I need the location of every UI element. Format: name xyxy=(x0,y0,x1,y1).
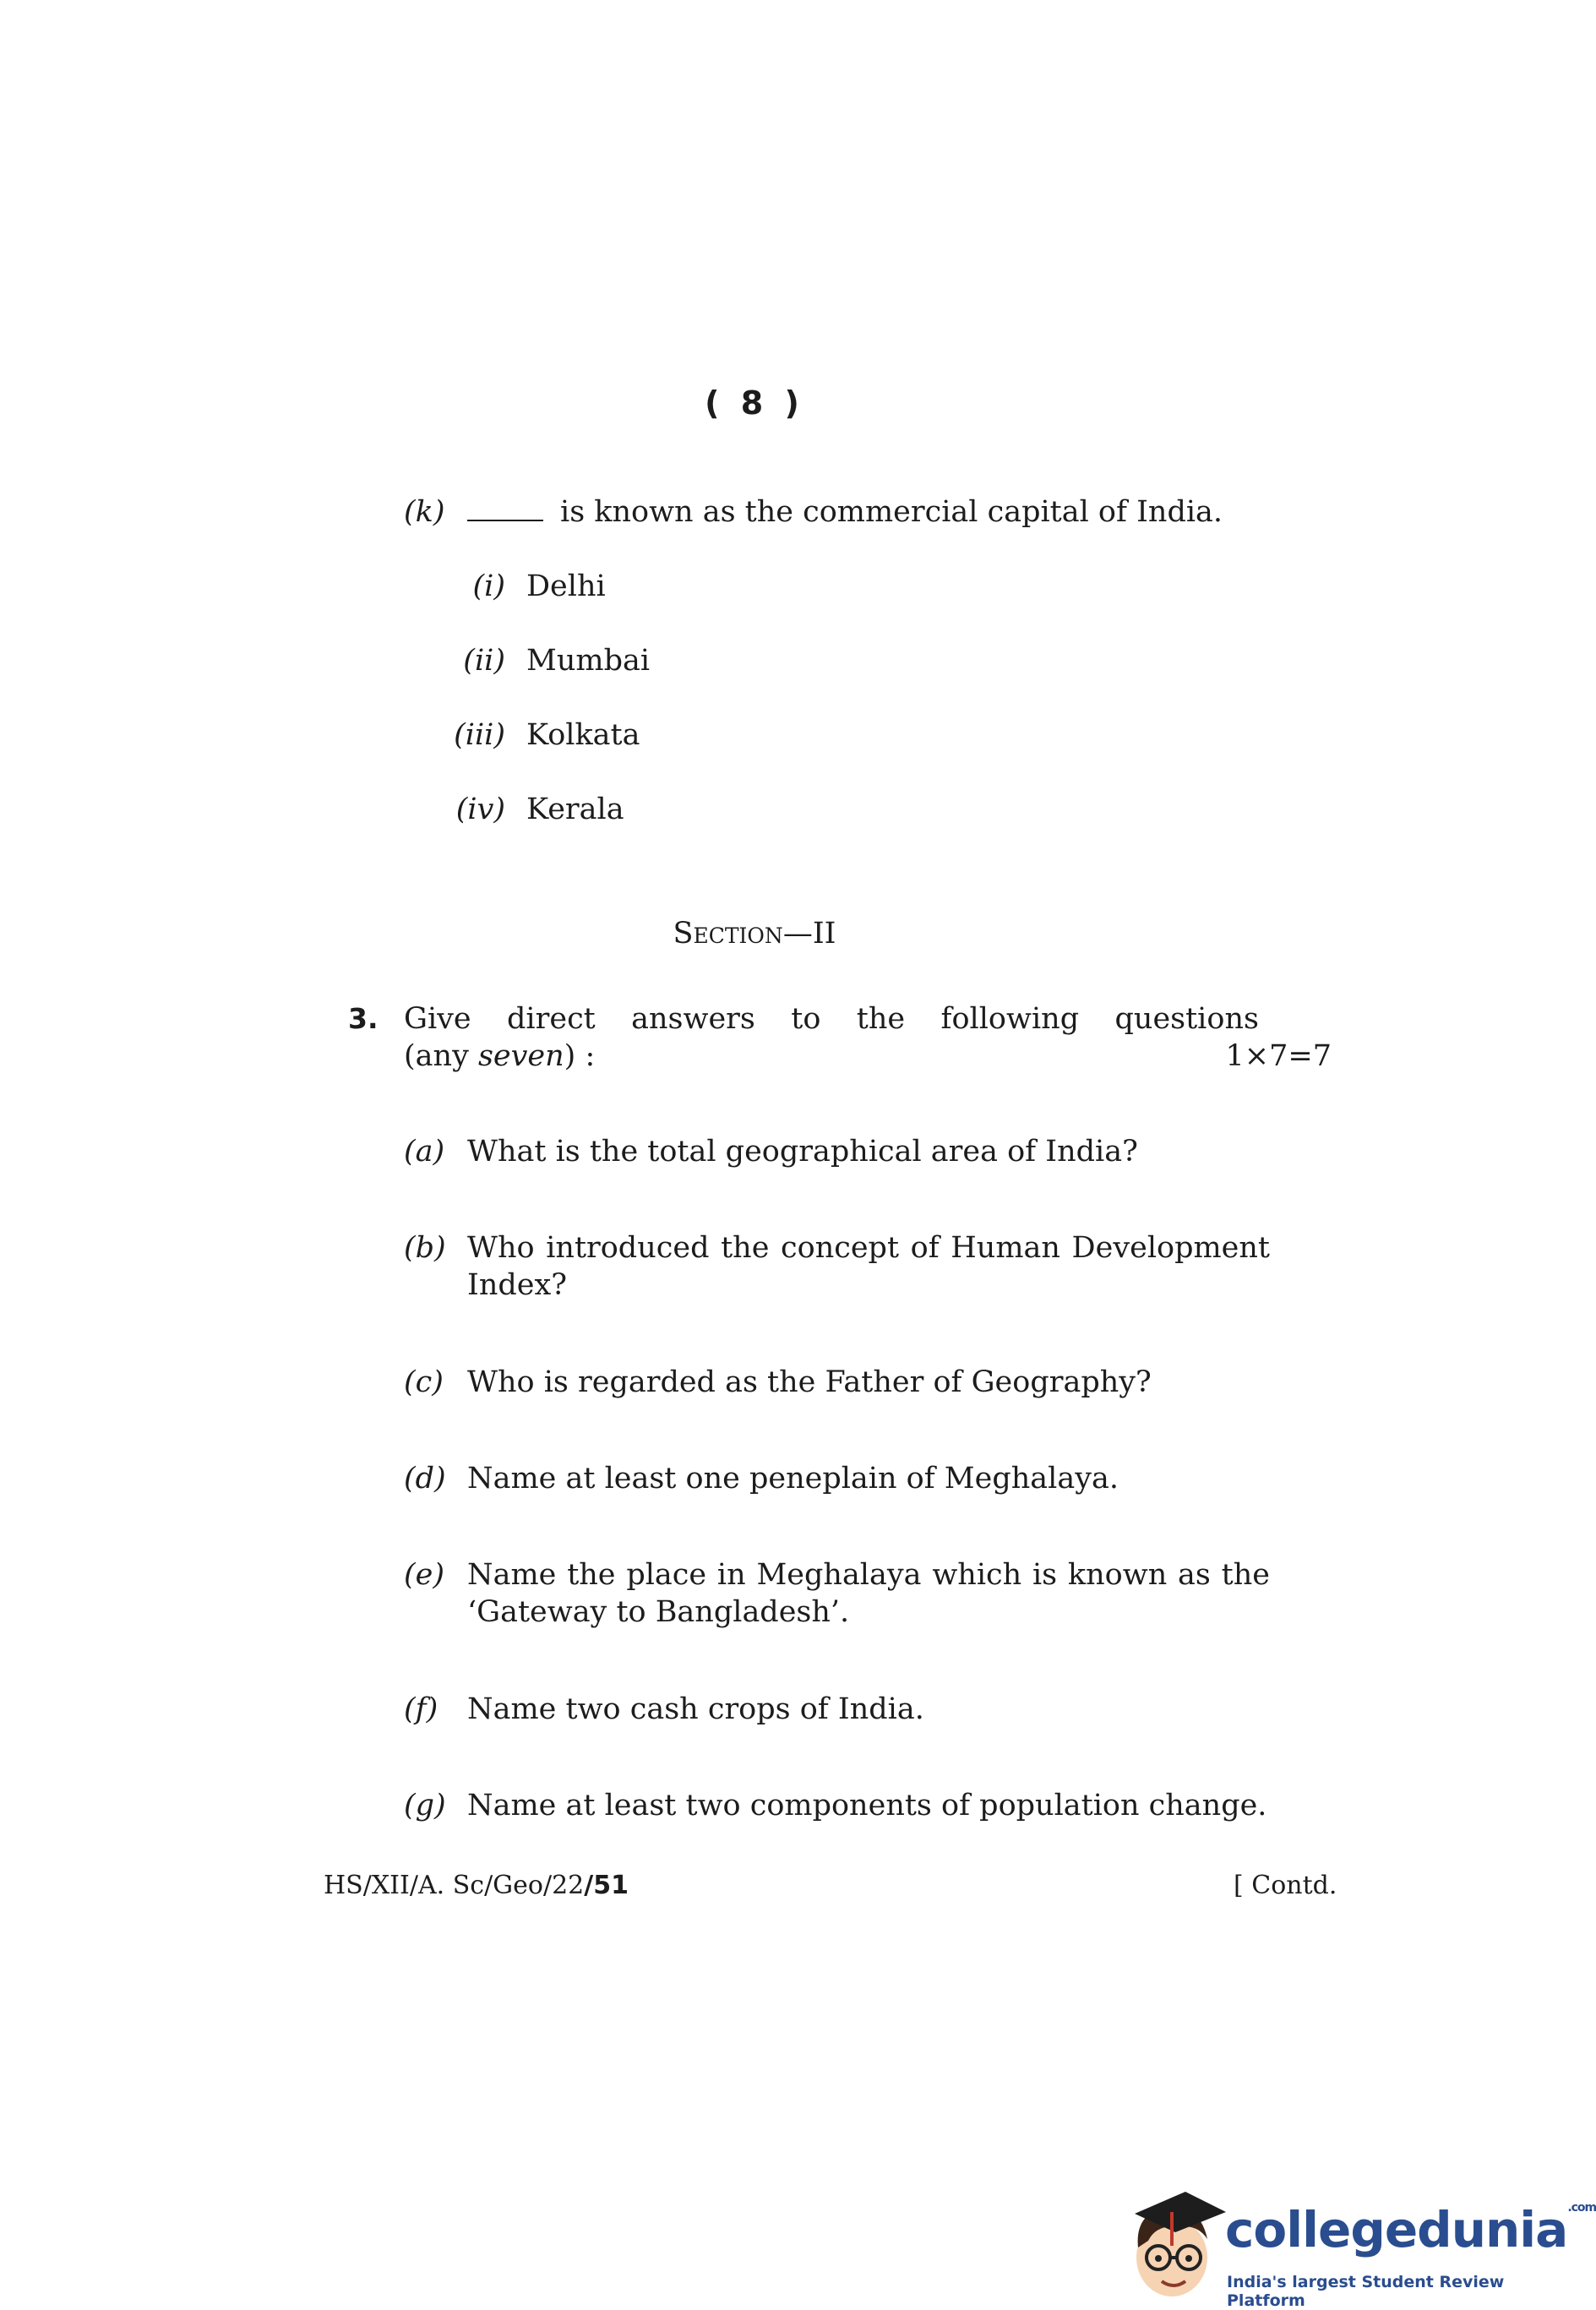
subquestion-text: What is the total geographical area of India? xyxy=(467,1135,1138,1169)
instruction-suffix: ) : xyxy=(564,1039,596,1073)
section-numeral: —II xyxy=(782,917,836,951)
question-3-number: 3. xyxy=(348,1002,379,1035)
logo-tagline: India's largest Student Review Platform xyxy=(1227,2273,1505,2310)
continued-marker: [ Contd. xyxy=(1234,1871,1337,1900)
option-text: Mumbai xyxy=(526,644,651,678)
section-word: Section xyxy=(673,917,783,951)
subquestion-text: Name the place in Meghalaya which is known as the ‘Gateway to Bangladesh’. xyxy=(467,1558,1270,1629)
option-text: Delhi xyxy=(526,569,606,603)
option-label: (iii) xyxy=(454,718,505,752)
marks-allocation: 1×7=7 xyxy=(1225,1039,1332,1073)
option-text: Kerala xyxy=(526,793,624,826)
instruction-word: answers xyxy=(631,1002,755,1036)
question-k-statement: is known as the commercial capital of India. xyxy=(560,495,1223,529)
subquestion-text: Who is regarded as the Father of Geography? xyxy=(467,1365,1152,1399)
section-heading xyxy=(0,915,1509,952)
mascot-icon xyxy=(1119,2180,1229,2303)
question-3-instruction xyxy=(404,1000,1332,1075)
subquestion-text: Name two cash crops of India. xyxy=(467,1692,924,1726)
instruction-emphasis: seven xyxy=(477,1039,564,1073)
option-label: (iv) xyxy=(455,793,505,826)
instruction-word: following xyxy=(940,1002,1080,1036)
subquestion-text: Name at least one peneplain of Meghalaya. xyxy=(467,1462,1119,1496)
paper-code-prefix: HS/XII/A. Sc/Geo/22 xyxy=(324,1871,585,1900)
question-3-line-2 xyxy=(404,1038,1332,1075)
instruction-word: Give xyxy=(404,1002,471,1036)
instruction-word: questions xyxy=(1114,1002,1259,1036)
instruction-prefix: (any xyxy=(404,1039,478,1073)
instruction-word: the xyxy=(856,1002,906,1036)
question-k-text xyxy=(467,493,1223,531)
option-label: (ii) xyxy=(463,644,505,678)
instruction-any xyxy=(404,1038,595,1075)
instruction-word: to xyxy=(791,1002,821,1036)
option-label: (i) xyxy=(472,569,505,603)
subquestion-text: Name at least two components of population change. xyxy=(467,1789,1267,1822)
subquestion-label: (e) xyxy=(404,1558,445,1592)
subquestion-label: (g) xyxy=(404,1789,446,1822)
subquestion-label: (f) xyxy=(404,1692,438,1726)
paper-code-number: /51 xyxy=(584,1871,629,1900)
subquestion-label: (a) xyxy=(404,1135,445,1169)
subquestion-label: (d) xyxy=(404,1462,446,1496)
subquestion-label: (c) xyxy=(404,1365,444,1399)
instruction-word: direct xyxy=(507,1002,596,1036)
answer-blank xyxy=(467,501,543,521)
subquestion-text: Who introduced the concept of Human Development Index? xyxy=(467,1231,1270,1302)
logo-name: collegedunia xyxy=(1225,2201,1568,2258)
question-3-line-1 xyxy=(404,1000,1259,1038)
logo-wordmark xyxy=(1225,2201,1596,2258)
page-number: ( 8 ) xyxy=(705,384,804,422)
logo-suffix: .com xyxy=(1567,2201,1596,2215)
subquestion-label: (b) xyxy=(404,1231,446,1265)
paper-code xyxy=(324,1869,629,1903)
question-k-label: (k) xyxy=(404,495,445,529)
option-text: Kolkata xyxy=(526,718,640,752)
